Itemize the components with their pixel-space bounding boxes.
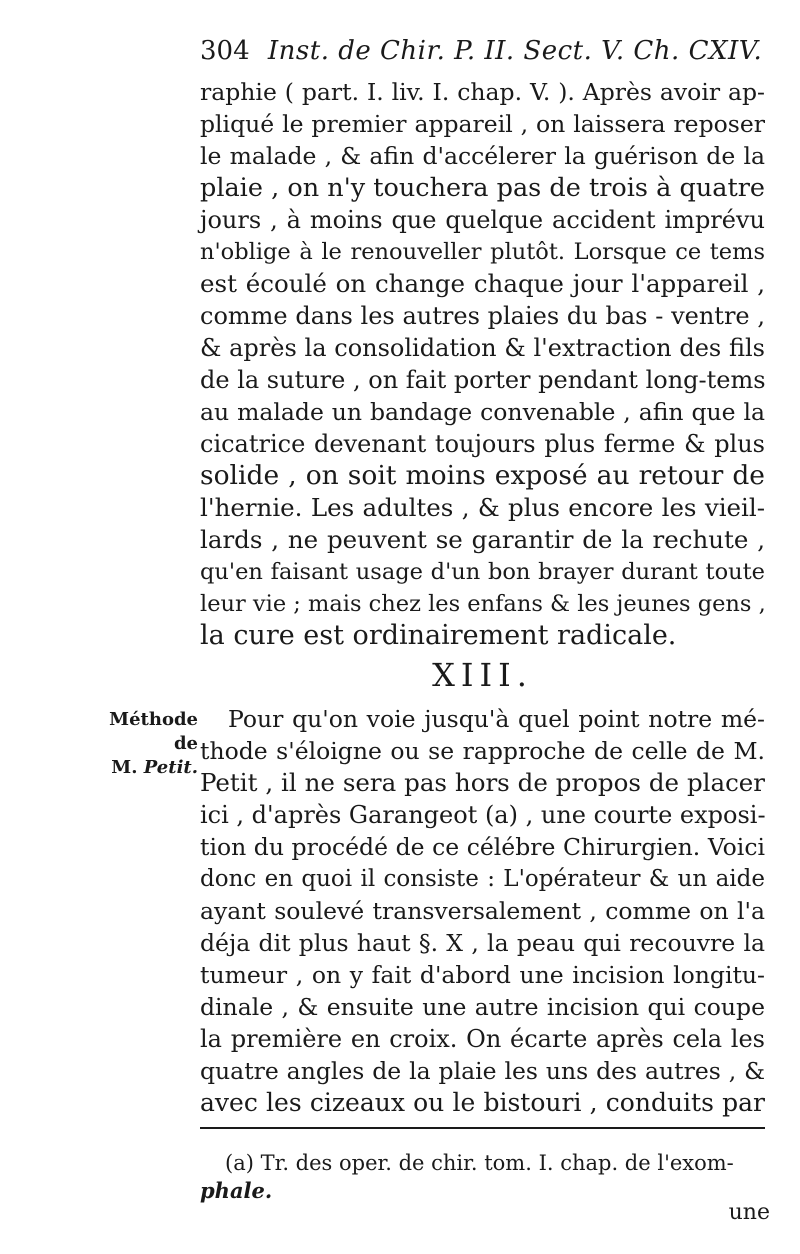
text-line: est écoulé on change chaque jour l'appareil ,	[200, 269, 765, 298]
text-line: tumeur , on y fait d'abord une incision longitu-	[200, 961, 765, 989]
text-line: la cure est ordinairement radicale.	[200, 620, 677, 651]
margin-note-line: Méthode de	[109, 709, 198, 754]
text-line: & après la consolidation & l'extraction des fils	[200, 334, 765, 362]
text-line: quatre angles de la plaie les uns des autres , &	[200, 1057, 765, 1085]
page-header	[200, 30, 770, 72]
text-line: dinale , & ensuite une autre incision qui coupe	[200, 993, 765, 1021]
catchword: une	[728, 1200, 770, 1225]
text-line: thode s'éloigne ou se rapproche de celle de M.	[200, 737, 765, 765]
page-number: 304	[200, 36, 250, 66]
text-line: pliqué le premier appareil , on laissera reposer	[200, 110, 765, 138]
text-line: comme dans les autres plaies du bas - ventre ,	[200, 302, 765, 330]
footnote-rule	[200, 1127, 765, 1129]
text-line: le malade , & afin d'accélerer la guérison de la	[200, 142, 765, 170]
margin-note-prefix: M.	[111, 757, 138, 778]
text-line: l'hernie. Les adultes , & plus encore les vieil-	[200, 493, 765, 522]
text-line: raphie ( part. I. liv. I. chap. V. ). Après avoir ap-	[200, 78, 765, 106]
text-line: plaie , on n'y touchera pas de trois à quatre	[200, 173, 765, 203]
text-line: cicatrice devenant toujours plus ferme & plus	[200, 430, 765, 458]
text-line: lards , ne peuvent se garantir de la rechute ,	[200, 525, 765, 554]
running-title: Inst. de Chir. P. II. Sect. V. Ch. CXIV.	[267, 36, 763, 66]
text-line: Pour qu'on voie jusqu'à quel point notre mé-	[228, 705, 765, 733]
text-line: jours , à moins que quelque accident imprévu	[200, 206, 765, 234]
text-line: avec les cizeaux ou le bistouri , conduits par	[200, 1088, 765, 1117]
text-line: n'oblige à le renouveller plutôt. Lorsque ce tems	[200, 239, 765, 265]
text-line: qu'en faisant usage d'un bon brayer durant toute	[200, 559, 765, 585]
section-heading: XIII.	[432, 656, 533, 694]
text-line: Petit , il ne sera pas hors de propos de placer	[200, 768, 765, 797]
text-line: la première en croix. On écarte après cela les	[200, 1025, 765, 1053]
text-line: leur vie ; mais chez les enfans & les jeunes gens ,	[200, 591, 766, 617]
margin-note	[80, 708, 198, 780]
text-line: donc en quoi il consiste : L'opérateur & un aide	[200, 866, 765, 892]
text-line: ayant soulevé transversalement , comme on l'a	[200, 897, 765, 925]
margin-note-name: Petit.	[143, 757, 198, 778]
text-line: tion du procédé de ce célébre Chirurgien. Voici	[200, 833, 765, 861]
text-line: solide , on soit moins exposé au retour de	[200, 460, 765, 491]
text-line: de la suture , on fait porter pendant long-tems	[200, 366, 766, 394]
text-line: ici , d'après Garangeot (a) , une courte exposi-	[200, 801, 766, 829]
text-line: déja dit plus haut §. X , la peau qui recouvre la	[200, 929, 765, 957]
margin-note-line	[80, 756, 198, 780]
text-line: au malade un bandage convenable , afin que la	[200, 398, 765, 426]
footnote-line: (a) Tr. des oper. de chir. tom. I. chap. de l'exom-	[225, 1151, 734, 1175]
footnote-line: phale.	[200, 1178, 273, 1203]
